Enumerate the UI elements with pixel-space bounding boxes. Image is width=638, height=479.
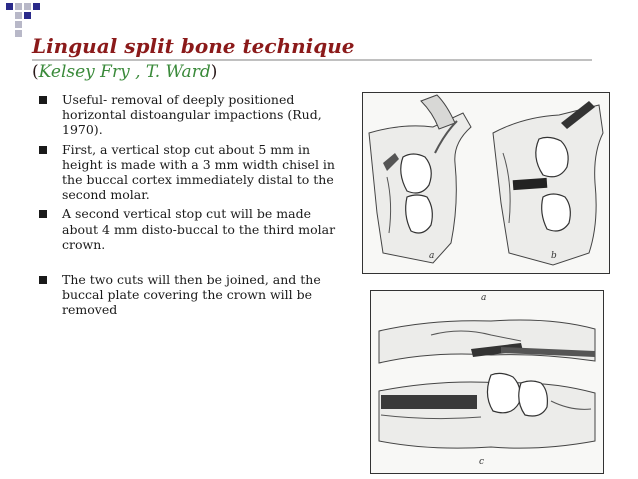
corner-squares-icon <box>6 3 46 37</box>
figure-label-b: b <box>551 251 557 261</box>
bullet-text: A second vertical stop cut will be made about 4 mm disto-buccal to the third molar crown. <box>62 206 336 252</box>
bullet-item <box>36 92 346 138</box>
figure-label-a: a <box>429 251 435 261</box>
bullet-item <box>36 142 346 203</box>
subtitle-open-paren: ( <box>32 62 39 82</box>
subtitle-close-paren: ) <box>210 62 218 82</box>
bullet-text: First, a vertical stop cut about 5 mm in height is made with a 3 mm width chisel in the buccal cortex immediately distal to the second molar. <box>62 141 335 203</box>
figure-label-a: a <box>481 293 487 303</box>
subtitle-names: Kelsey Fry , T. Ward <box>38 62 211 82</box>
slide-title: Lingual split bone technique <box>32 34 355 58</box>
bullet-item <box>36 272 346 318</box>
square-bullet-icon <box>39 276 47 284</box>
illustration-top-drawing <box>363 93 609 273</box>
bullet-text: The two cuts will then be joined, and the buccal plate covering the crown will be removed <box>62 272 321 318</box>
bullet-item <box>36 206 346 252</box>
title-divider <box>32 59 592 61</box>
illustration-bottom <box>370 290 604 474</box>
slide-subtitle <box>32 62 217 82</box>
bullet-list <box>36 92 346 318</box>
illustration-bottom-drawing <box>371 291 603 473</box>
figure-label-c: c <box>479 457 485 467</box>
bullet-text: Useful- removal of deeply positioned horizontal distoangular impactions (Rud, 1970). <box>62 92 322 138</box>
square-bullet-icon <box>39 210 47 218</box>
illustration-top <box>362 92 610 274</box>
square-bullet-icon <box>39 96 47 104</box>
square-bullet-icon <box>39 146 47 154</box>
